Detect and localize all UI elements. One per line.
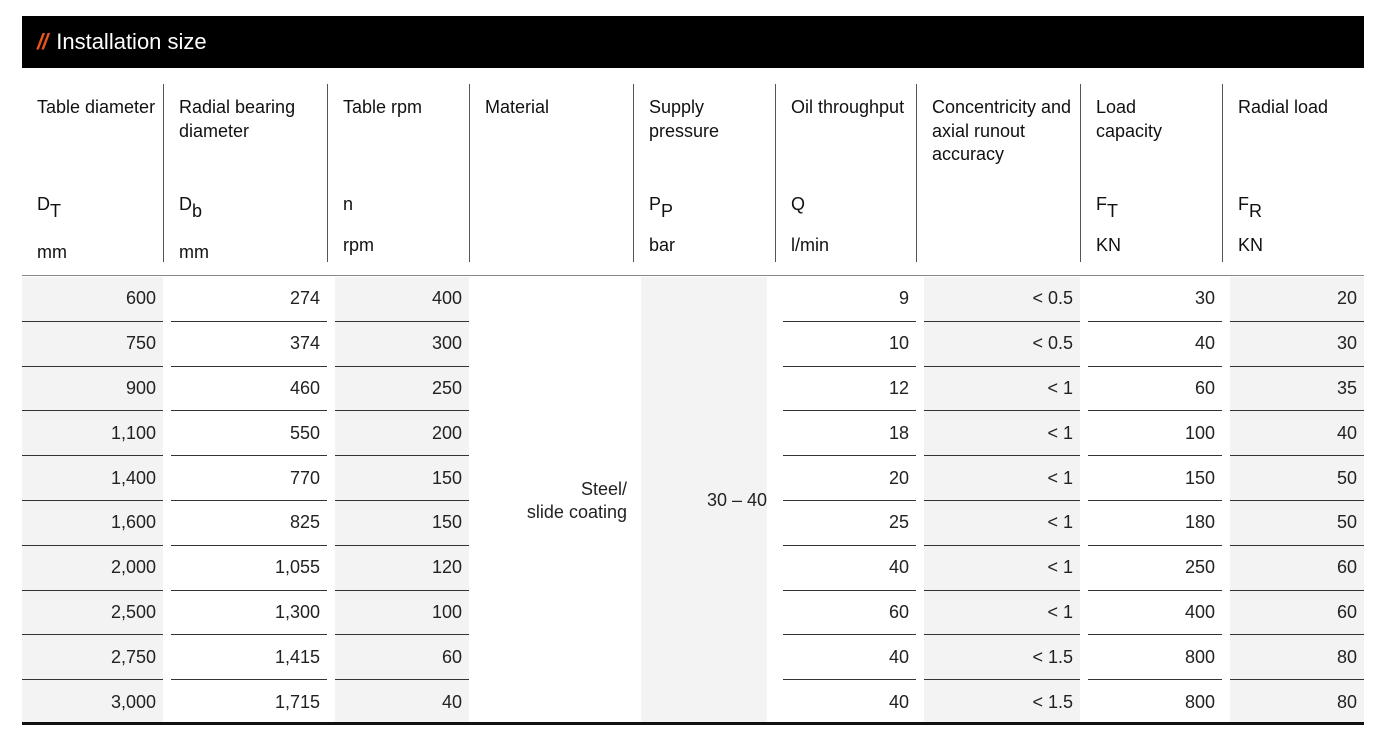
cell-table-diameter: 1,400 [22,456,163,501]
cell-table-rpm: 150 [335,456,469,501]
cell-radial-load: 20 [1230,277,1364,322]
header-supply-pressure [633,84,775,262]
header-label: Load capacity [1096,97,1163,141]
cell-bearing-diameter: 1,415 [171,635,327,680]
cell-load-capacity: 40 [1088,322,1222,367]
cell-oil-throughput: 12 [783,367,916,412]
cell-bearing-diameter: 274 [171,277,327,322]
cell-accuracy: < 1.5 [924,680,1080,725]
header-symbol: $P_P$ [649,194,674,221]
title-slashes: // [37,29,48,54]
cell-accuracy: < 0.5 [924,277,1080,322]
cell-oil-throughput: 40 [783,635,916,680]
cell-table-diameter: 2,000 [22,546,163,591]
cell-accuracy: < 0.5 [924,322,1080,367]
cell-table-diameter: 2,500 [22,591,163,636]
cell-bearing-diameter: 1,055 [171,546,327,591]
header-label: Table rpm [343,97,423,117]
cell-radial-load: 80 [1230,635,1364,680]
cell-table-rpm: 300 [335,322,469,367]
header-symbol: $D_b$ [179,194,203,221]
cell-oil-throughput: 18 [783,411,916,456]
header-unit: KN [1238,235,1264,255]
supply-pressure-value: 30 – 40 [706,490,767,510]
cell-oil-throughput: 60 [783,591,916,636]
cell-table-rpm: 40 [335,680,469,725]
section-title: Installation size [56,29,207,54]
header-label: Oil throughput [791,97,905,117]
header-unit: l/min [791,235,830,255]
header-unit: KN [1096,235,1122,255]
header-table-diameter [22,84,163,262]
header-unit: mm [37,242,67,262]
cell-table-rpm: 120 [335,546,469,591]
cell-radial-load: 35 [1230,367,1364,412]
cell-table-diameter: 750 [22,322,163,367]
cell-radial-load: 60 [1230,591,1364,636]
cell-oil-throughput: 40 [888,692,909,713]
header-label: Concentricity and axial runout accuracy [932,97,1072,164]
cell-table-diameter: 1,600 [22,501,163,546]
cell-accuracy: < 1 [924,546,1080,591]
header-label: Radial bearing diameter [179,97,296,141]
header-oil-throughput [775,84,916,262]
cell-load-capacity: 150 [1088,456,1222,501]
cell-accuracy: < 1 [924,501,1080,546]
supply-pressure-cell [641,277,767,724]
cell-accuracy: < 1 [924,411,1080,456]
header-concentricity [916,84,1080,262]
header-unit: mm [179,242,209,262]
cell-load-capacity: 60 [1088,367,1222,412]
cell-oil-throughput: 25 [783,501,916,546]
cell-load-capacity: 800 [1184,692,1215,713]
header-unit: rpm [343,235,374,255]
cell-table-diameter: 900 [22,367,163,412]
cell-load-capacity: 400 [1088,591,1222,636]
cell-accuracy: < 1.5 [924,635,1080,680]
cell-oil-throughput: 10 [783,322,916,367]
cell-table-rpm: 250 [335,367,469,412]
cell-oil-throughput: 9 [783,277,916,322]
cell-table-rpm: 400 [335,277,469,322]
cell-oil-throughput: 20 [783,456,916,501]
header-label: Table diameter [37,97,156,117]
cell-table-diameter: 2,750 [22,635,163,680]
header-label: Supply pressure [649,97,720,141]
cell-accuracy: < 1 [924,367,1080,412]
cell-load-capacity: 180 [1088,501,1222,546]
header-unit: bar [649,235,676,255]
material-cell: Steel/ slide coating [526,478,627,522]
cell-radial-load: 60 [1230,546,1364,591]
cell-bearing-diameter: 550 [171,411,327,456]
header-label: Radial load [1238,97,1329,117]
cell-oil-throughput: 40 [783,546,916,591]
cell-bearing-diameter: 825 [171,501,327,546]
header-label: Material [485,97,550,117]
cell-table-diameter: 3,000 [22,680,163,725]
cell-bearing-diameter: 460 [171,367,327,412]
cell-table-rpm: 200 [335,411,469,456]
cell-accuracy: < 1 [924,456,1080,501]
header-radial-load [1222,84,1364,262]
cell-table-diameter: 600 [22,277,163,322]
cell-table-rpm: 150 [335,501,469,546]
cell-table-rpm: 60 [335,635,469,680]
header-symbol: $F_R$ [1238,194,1262,221]
header-load-capacity [1080,84,1222,262]
cell-load-capacity: 250 [1088,546,1222,591]
header-material [469,84,633,262]
cell-table-diameter: 1,100 [22,411,163,456]
cell-radial-load: 50 [1230,456,1364,501]
cell-accuracy: < 1 [924,591,1080,636]
cell-bearing-diameter: 374 [171,322,327,367]
cell-load-capacity: 100 [1088,411,1222,456]
header-divider [22,275,1364,276]
cell-radial-load: 30 [1230,322,1364,367]
cell-bearing-diameter: 770 [171,456,327,501]
cell-bearing-diameter: 1,715 [274,692,320,713]
cell-table-rpm: 100 [335,591,469,636]
cell-load-capacity: 30 [1088,277,1222,322]
cell-radial-load: 50 [1230,501,1364,546]
cell-bearing-diameter: 1,300 [171,591,327,636]
section-title-bar [22,16,1364,68]
header-symbol: Q [791,194,806,214]
header-symbol: $F_T$ [1096,194,1118,221]
cell-radial-load: 40 [1230,411,1364,456]
table-bottom-rule [22,722,1364,725]
cell-load-capacity: 800 [1088,635,1222,680]
header-symbol: $D_T$ [37,194,61,221]
cell-radial-load: 80 [1230,680,1364,725]
header-radial-bearing-diameter [163,84,327,262]
header-table-rpm [327,84,469,262]
header-symbol: n [343,194,354,214]
